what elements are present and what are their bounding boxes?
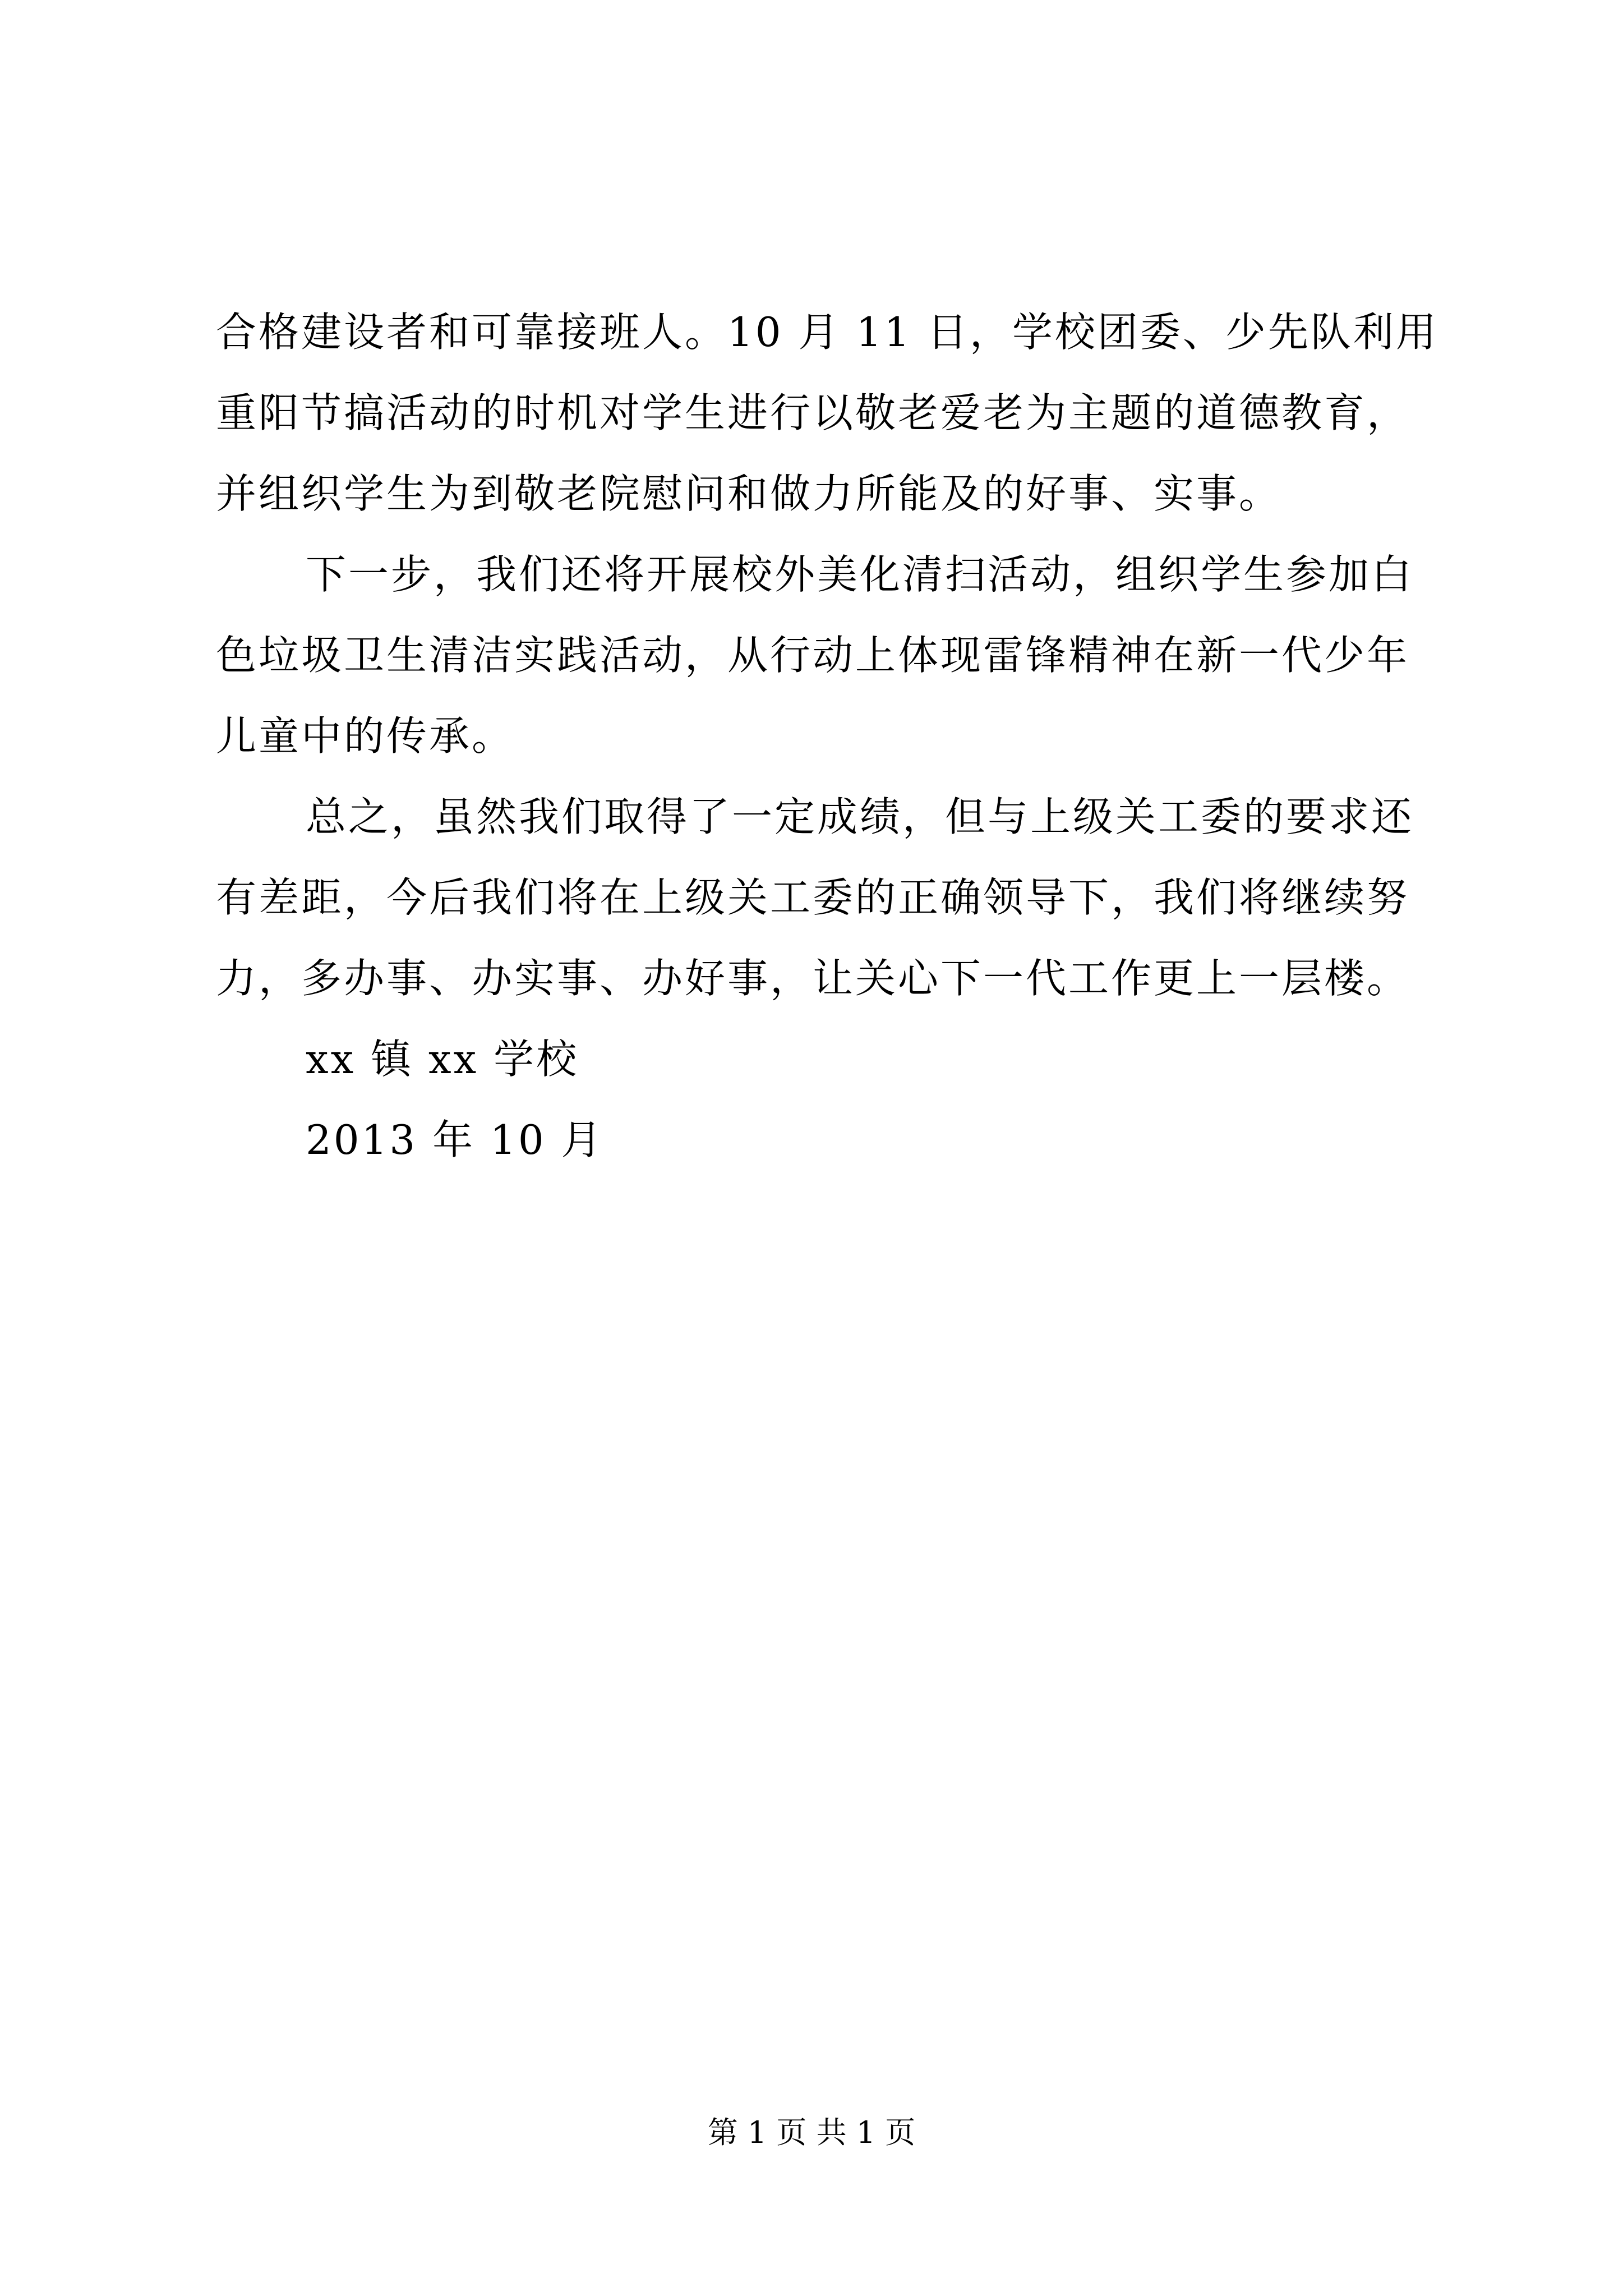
page-footer: 第 1 页 共 1 页 (707, 2115, 916, 2150)
paragraph-line: 合格建设者和可靠接班人。10 月 11 日，学校团委、少先队利用 (216, 309, 1438, 356)
paragraph-line: 下一步，我们还将开展校外美化清扫活动，组织学生参加白 (306, 551, 1414, 598)
paragraph-line: 并组织学生为到敬老院慰问和做力所能及的好事、实事。 (216, 470, 1282, 517)
paragraph-line: 力，多办事、办实事、办好事，让关心下一代工作更上一层楼。 (216, 955, 1410, 1002)
paragraph-line: 色垃圾卫生清洁实践活动，从行动上体现雷锋精神在新一代少年 (216, 632, 1410, 679)
paragraph-line: 总之，虽然我们取得了一定成绩，但与上级关工委的要求还 (306, 793, 1414, 840)
paragraph-line: 儿童中的传承。 (216, 712, 515, 760)
document-body (216, 292, 1483, 1180)
signature-organization: xx 镇 xx 学校 (306, 1036, 579, 1083)
paragraph-line: 重阳节搞活动的时机对学生进行以敬老爱老为主题的道德教育， (216, 389, 1410, 436)
paragraph-line: 有差距，今后我们将在上级关工委的正确领导下，我们将继续努 (216, 874, 1410, 921)
signature-date: 2013 年 10 月 (306, 1116, 604, 1163)
